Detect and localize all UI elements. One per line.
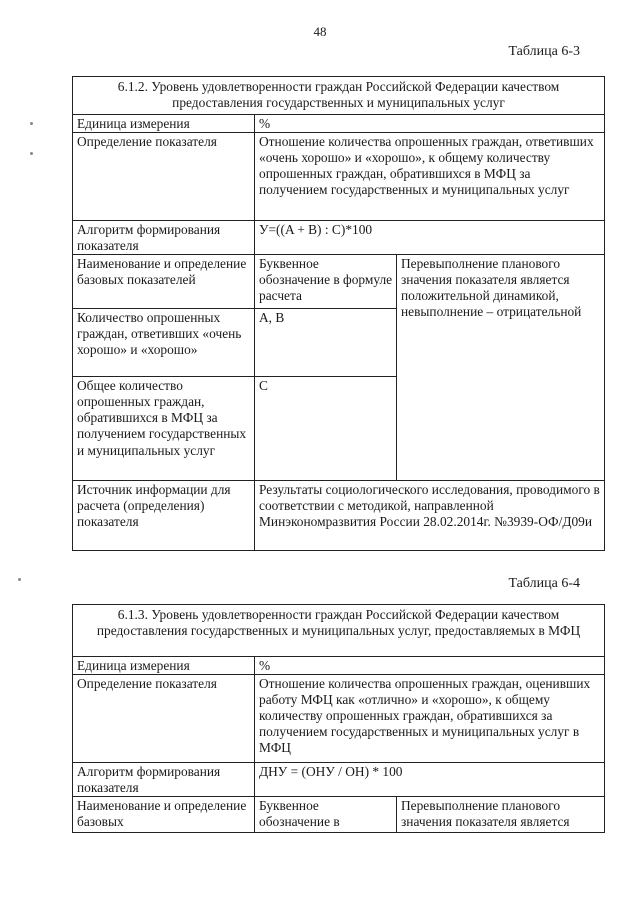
scan-speck — [18, 578, 21, 581]
base-indicator-symbol: А, В — [255, 309, 397, 377]
unit-label: Единица измерения — [73, 657, 255, 675]
unit-value: % — [255, 657, 605, 675]
indicator-table — [72, 604, 605, 833]
page-number: 48 — [313, 24, 327, 39]
algorithm-label: Алгоритм формирования показателя — [73, 221, 255, 255]
table-title: 6.1.3. Уровень удовлетворенности граждан Российской Федерации качеством предоставления государственных и муниципальных услуг, предоставляемых в МФЦ — [73, 605, 605, 657]
definition-label: Определение показателя — [73, 675, 255, 763]
scan-speck — [30, 152, 33, 155]
symbol-header: Буквенное обозначение в — [255, 797, 397, 833]
definition-value: Отношение количества опрошенных граждан, ответивших «очень хорошо» и «хорошо», к общему количеству опрошенных граждан, обратившихся в МФЦ за получением государственных и муниципальных услуг — [255, 133, 605, 221]
base-indicator-name: Количество опрошенных граждан, ответивших «очень хорошо» и «хорошо» — [73, 309, 255, 377]
algorithm-formula: ДНУ = (ОНУ / ОН) * 100 — [255, 763, 605, 797]
base-indicator-symbol: С — [255, 377, 397, 481]
unit-label: Единица измерения — [73, 115, 255, 133]
definition-label: Определение показателя — [73, 133, 255, 221]
base-indicators-header: Наименование и определение базовых показателей — [73, 255, 255, 309]
definition-value: Отношение количества опрошенных граждан, оценивших работу МФЦ как «отлично» и «хорошо», к общему количеству опрошенных граждан, обратившихся за получением государственных и муниципальных услуг в МФЦ — [255, 675, 605, 763]
dynamics-note: Перевыполнение планового значения показателя является — [397, 797, 605, 833]
algorithm-formula: У=((A + B) : С)*100 — [255, 221, 605, 255]
source-value: Результаты социологического исследования, проводимого в соответствии с методикой, направленной Минэкономразвития России 28.02.2014г. №3939-ОФ/Д09и — [255, 481, 605, 551]
table-caption: Таблица 6-4 — [508, 576, 580, 591]
algorithm-label: Алгоритм формирования показателя — [73, 763, 255, 797]
unit-value: % — [255, 115, 605, 133]
dynamics-note: Перевыполнение планового значения показателя является положительной динамикой, невыполнение – отрицательной — [397, 255, 605, 481]
base-indicator-name: Общее количество опрошенных граждан, обратившихся в МФЦ за получением государственных и муниципальных услуг — [73, 377, 255, 481]
source-label: Источник информации для расчета (определения) показателя — [73, 481, 255, 551]
base-indicators-header: Наименование и определение базовых — [73, 797, 255, 833]
table-title: 6.1.2. Уровень удовлетворенности граждан Российской Федерации качеством предоставления государственных и муниципальных услуг — [73, 77, 605, 115]
scan-speck — [30, 122, 33, 125]
symbol-header: Буквенное обозначение в формуле расчета — [255, 255, 397, 309]
table-caption: Таблица 6-3 — [508, 44, 580, 59]
indicator-table — [72, 76, 605, 551]
